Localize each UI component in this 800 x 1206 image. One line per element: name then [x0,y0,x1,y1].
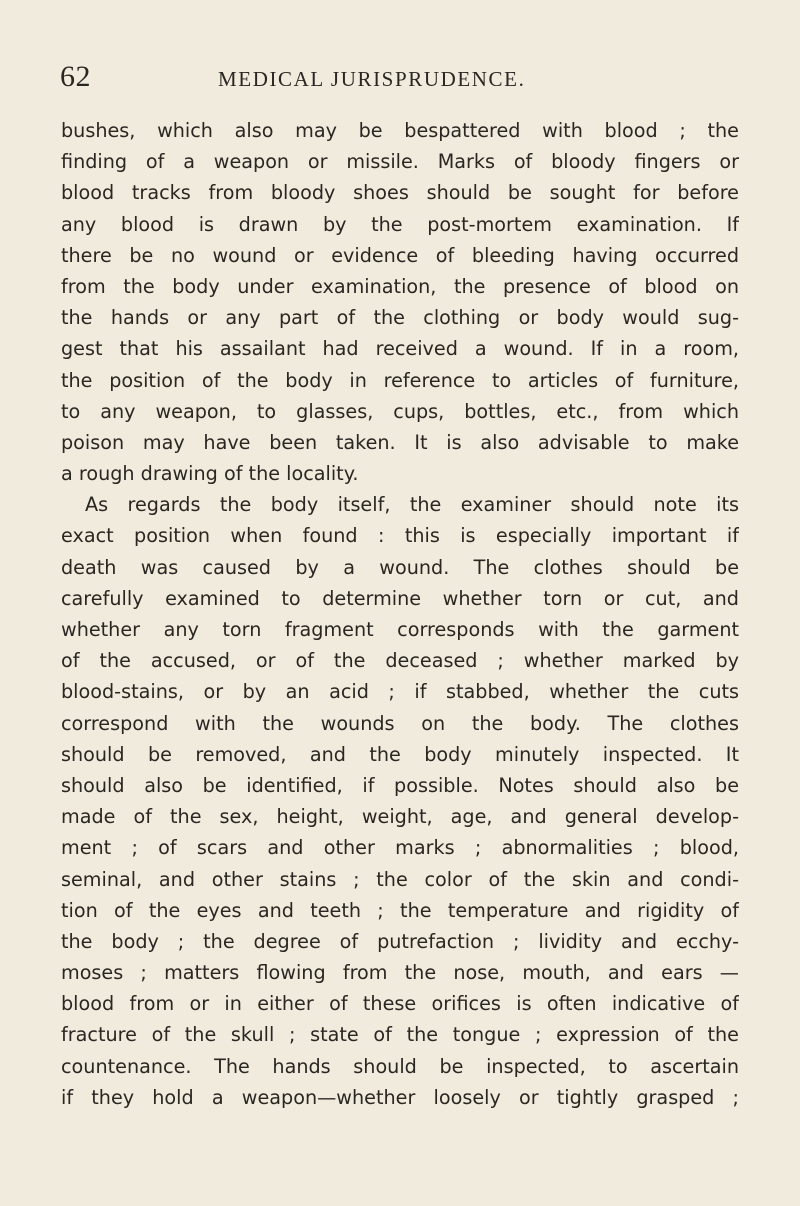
running-head: MEDICAL JURISPRUDENCE. [218,67,526,91]
text-line: gest that his assailant had received a wound. If in a room, [61,337,739,361]
text-line: death was caused by a wound. The clothes should be [61,555,739,579]
text-line: finding of a weapon or missile. Marks of bloody fingers or [61,150,739,174]
body-text [61,115,739,1113]
text-line: blood from or in either of these orifices is often indicative of [61,992,739,1016]
text-line: moses ; matters flowing from the nose, mouth, and ears — [61,961,739,985]
text-line: countenance. The hands should be inspected, to ascertain [61,1054,739,1078]
text-line: the position of the body in reference to articles of furniture, [61,368,739,392]
text-line: tion of the eyes and teeth ; the temperature and rigidity of [61,898,739,922]
text-line: should be removed, and the body minutely inspected. It [61,742,739,766]
text-line: carefully examined to determine whether torn or cut, and [61,586,739,610]
page-header [60,58,740,98]
text-line: the hands or any part of the clothing or body would sug- [61,306,739,330]
text-line: whether any torn fragment corresponds with the garment [61,618,739,641]
text-line: poison may have been taken. It is also advisable to make [61,430,739,454]
text-line: blood tracks from bloody shoes should be sought for before [61,181,739,205]
text-line: to any weapon, to glasses, cups, bottles, etc., from which [61,399,739,423]
text-line: As regards the body itself, the examiner should note its [85,493,739,517]
text-line: exact position when found : this is especially important if [61,524,739,548]
text-line: any blood is drawn by the post-mortem examination. If [61,212,739,236]
text-line: ment ; of scars and other marks ; abnormalities ; blood, [61,836,739,860]
text-line: fracture of the skull ; state of the tongue ; expression of the [61,1023,739,1047]
text-line: from the body under examination, the presence of blood on [61,274,739,298]
text-line: the body ; the degree of putrefaction ; lividity and ecchy- [61,929,739,953]
text-line: of the accused, or of the deceased ; whether marked by [61,649,739,673]
text-line: if they hold a weapon—whether loosely or tightly grasped ; [61,1085,739,1109]
text-line: blood-stains, or by an acid ; if stabbed, whether the cuts [61,680,739,704]
page-number: 62 [60,60,91,93]
text-line: bushes, which also may be bespattered with blood ; the [61,119,739,142]
text-line: made of the sex, height, weight, age, and general develop- [61,805,739,829]
text-line: a rough drawing of the locality. [61,462,359,486]
text-line: correspond with the wounds on the body. The clothes [61,711,739,735]
text-line: there be no wound or evidence of bleeding having occurred [61,243,739,267]
text-line: should also be identified, if possible. Notes should also be [61,773,739,797]
text-line: seminal, and other stains ; the color of the skin and condi- [61,867,739,891]
